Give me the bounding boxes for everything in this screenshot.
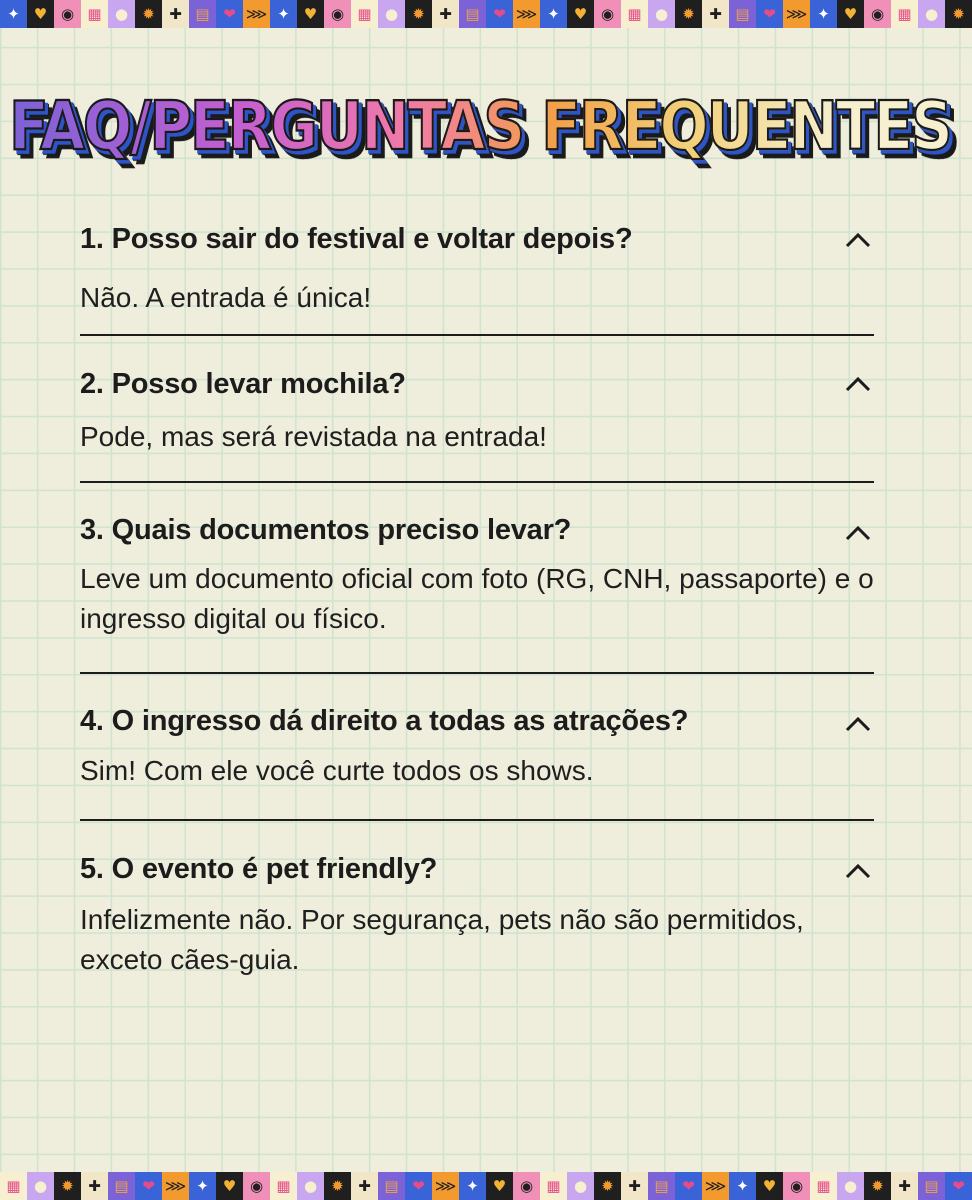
sun-icon: ✹: [675, 0, 702, 28]
faq-item-3[interactable]: [80, 483, 874, 674]
page-title: FAQ/PERGUNTAS FREQUENTES: [9, 86, 951, 166]
moon-icon: ●: [837, 1172, 864, 1200]
top-pattern-border: [0, 0, 965, 28]
sun-icon: ✹: [135, 0, 162, 28]
faq-item-5[interactable]: [80, 821, 874, 991]
faq-answer: Leve um documento oficial com foto (RG, CNH, passaporte) e o ingresso digital ou físico.: [80, 563, 874, 634]
star-icon: ✦: [810, 0, 837, 28]
sun-icon: ✹: [594, 1172, 621, 1200]
lips-icon: ❤: [675, 1172, 702, 1200]
heart-icon: ♥: [216, 1172, 243, 1200]
sun-icon: ✹: [54, 1172, 81, 1200]
star-icon: ✦: [540, 0, 567, 28]
faq-question[interactable]: 2. Posso levar mochila?: [80, 368, 406, 400]
star-icon: ✦: [189, 1172, 216, 1200]
faq-list: [80, 212, 874, 991]
zigzag-icon: ⋙: [783, 0, 810, 28]
faq-question[interactable]: 5. O evento é pet friendly?: [80, 853, 438, 885]
chevron-up-icon[interactable]: [844, 519, 872, 547]
faq-question[interactable]: 1. Posso sair do festival e voltar depois?: [80, 223, 633, 255]
zigzag-icon: ⋙: [162, 1172, 189, 1200]
eye-icon: ◉: [864, 0, 891, 28]
heart-icon: ♥: [297, 0, 324, 28]
checker-icon: ▦: [0, 1172, 27, 1200]
moon-icon: ●: [297, 1172, 324, 1200]
star-icon: ✦: [0, 0, 27, 28]
stripes-icon: ▤: [108, 1172, 135, 1200]
faq-item-4[interactable]: [80, 674, 874, 821]
star-icon: ✦: [459, 1172, 486, 1200]
zigzag-icon: ⋙: [243, 0, 270, 28]
lips-icon: ❤: [405, 1172, 432, 1200]
plus-icon: ✚: [351, 1172, 378, 1200]
moon-icon: ●: [648, 0, 675, 28]
heart-icon: ♥: [486, 1172, 513, 1200]
star-icon: ✦: [270, 0, 297, 28]
checker-icon: ▦: [810, 1172, 837, 1200]
stripes-icon: ▤: [918, 1172, 945, 1200]
plus-icon: ✚: [432, 0, 459, 28]
chevron-up-icon[interactable]: [844, 710, 872, 738]
sun-icon: ✹: [405, 0, 432, 28]
chevron-up-icon[interactable]: [844, 226, 872, 254]
heart-icon: ♥: [27, 0, 54, 28]
lips-icon: ❤: [135, 1172, 162, 1200]
stripes-icon: ▤: [378, 1172, 405, 1200]
heart-icon: ♥: [837, 0, 864, 28]
zigzag-icon: ⋙: [432, 1172, 459, 1200]
heart-icon: ♥: [567, 0, 594, 28]
plus-icon: ✚: [162, 0, 189, 28]
stripes-icon: ▤: [189, 0, 216, 28]
sun-icon: ✹: [324, 1172, 351, 1200]
eye-icon: ◉: [54, 0, 81, 28]
heart-icon: ♥: [756, 1172, 783, 1200]
bottom-pattern-border: [0, 1172, 965, 1200]
faq-answer: Infelizmente não. Por segurança, pets não são permitidos, exceto cães-guia.: [80, 904, 804, 975]
lips-icon: ❤: [216, 0, 243, 28]
checker-icon: ▦: [891, 0, 918, 28]
eye-icon: ◉: [243, 1172, 270, 1200]
faq-question[interactable]: 4. O ingresso dá direito a todas as atrações?: [80, 705, 689, 737]
moon-icon: ●: [567, 1172, 594, 1200]
stripes-icon: ▤: [459, 0, 486, 28]
lips-icon: ❤: [756, 0, 783, 28]
zigzag-icon: ⋙: [702, 1172, 729, 1200]
sun-icon: ✹: [945, 0, 972, 28]
checker-icon: ▦: [540, 1172, 567, 1200]
star-icon: ✦: [729, 1172, 756, 1200]
faq-item-1[interactable]: [80, 212, 874, 336]
plus-icon: ✚: [621, 1172, 648, 1200]
faq-answer: Não. A entrada é única!: [80, 282, 372, 313]
eye-icon: ◉: [324, 0, 351, 28]
checker-icon: ▦: [351, 0, 378, 28]
chevron-up-icon[interactable]: [844, 857, 872, 885]
checker-icon: ▦: [621, 0, 648, 28]
plus-icon: ✚: [702, 0, 729, 28]
checker-icon: ▦: [81, 0, 108, 28]
sun-icon: ✹: [864, 1172, 891, 1200]
lips-icon: ❤: [486, 0, 513, 28]
stripes-icon: ▤: [648, 1172, 675, 1200]
stripes-icon: ▤: [729, 0, 756, 28]
faq-answer: Sim! Com ele você curte todos os shows.: [80, 755, 594, 786]
zigzag-icon: ⋙: [513, 0, 540, 28]
plus-icon: ✚: [891, 1172, 918, 1200]
title-area: [0, 86, 960, 166]
eye-icon: ◉: [513, 1172, 540, 1200]
eye-icon: ◉: [594, 0, 621, 28]
chevron-up-icon[interactable]: [844, 370, 872, 398]
checker-icon: ▦: [270, 1172, 297, 1200]
moon-icon: ●: [918, 0, 945, 28]
plus-icon: ✚: [81, 1172, 108, 1200]
lips-icon: ❤: [945, 1172, 972, 1200]
faq-answer: Pode, mas será revistada na entrada!: [80, 421, 547, 452]
faq-question[interactable]: 3. Quais documentos preciso levar?: [80, 514, 572, 546]
moon-icon: ●: [108, 0, 135, 28]
moon-icon: ●: [27, 1172, 54, 1200]
eye-icon: ◉: [783, 1172, 810, 1200]
faq-item-2[interactable]: [80, 336, 874, 483]
moon-icon: ●: [378, 0, 405, 28]
